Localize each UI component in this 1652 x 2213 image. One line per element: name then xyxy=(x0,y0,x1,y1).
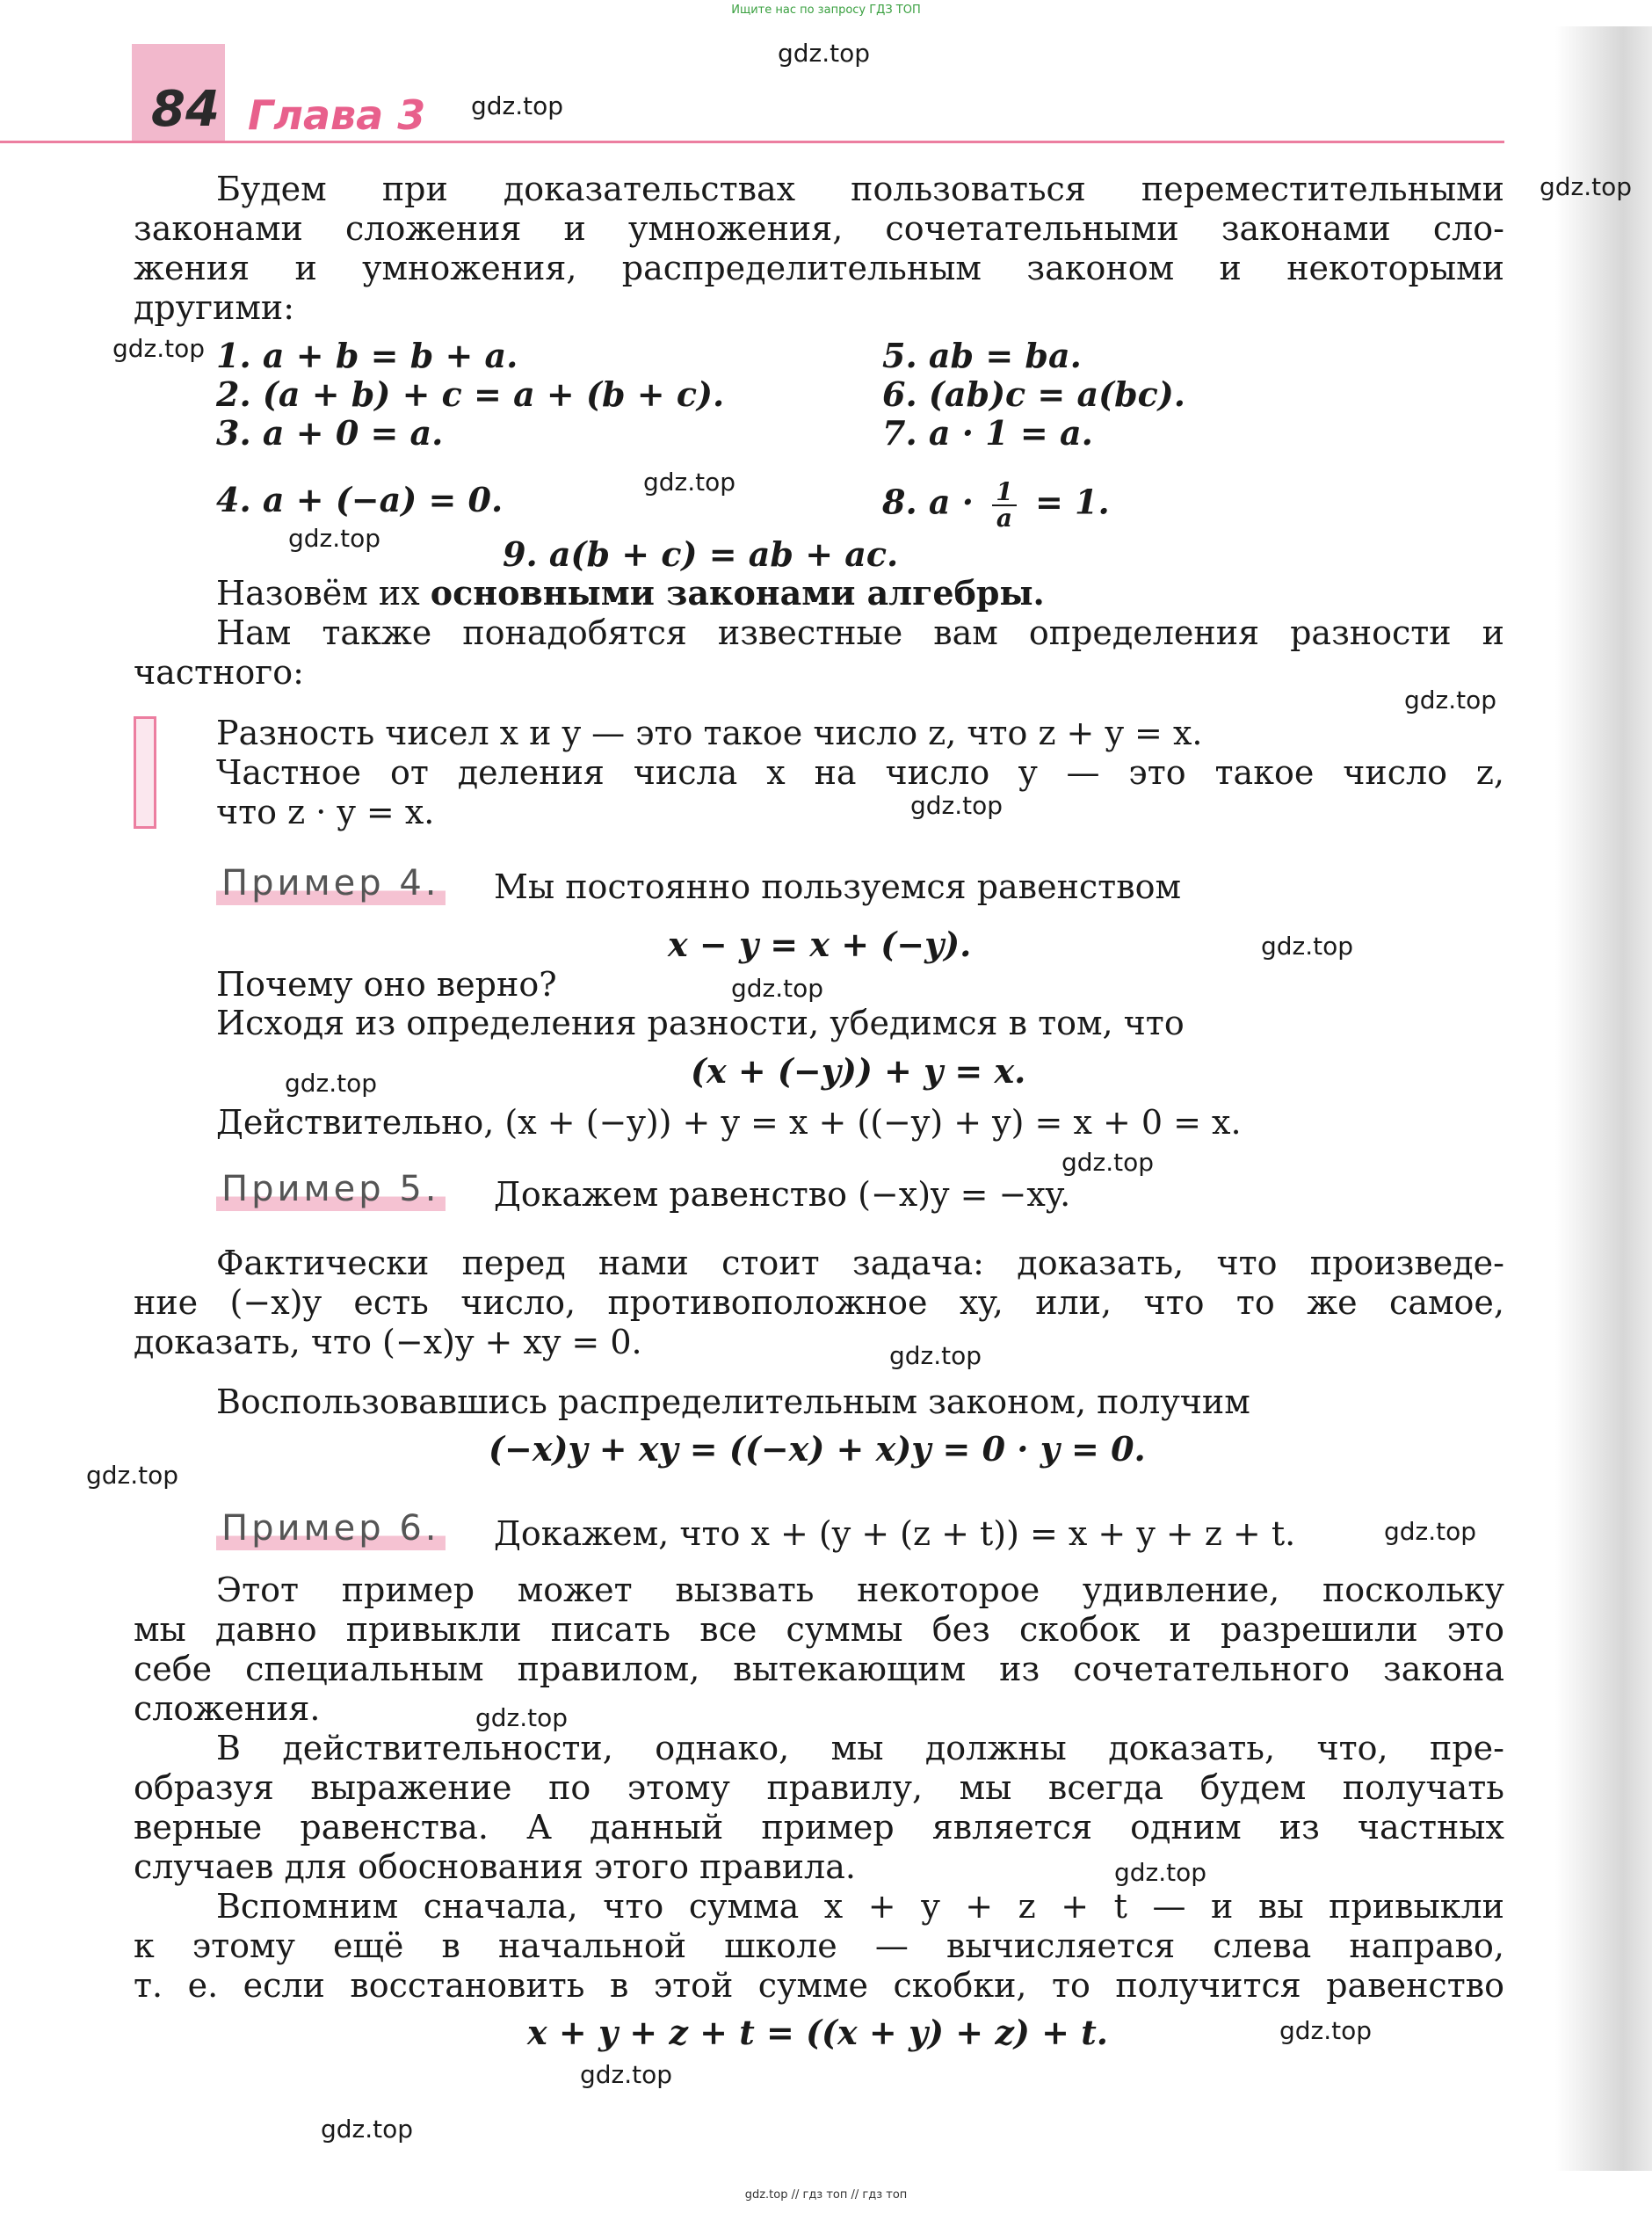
watermark: gdz.top xyxy=(910,791,1004,820)
paragraph-line: к этому ещё в начальной школе — вычисляется слева направо, xyxy=(134,1926,1504,1965)
watermark: gdz.top xyxy=(778,39,871,68)
paragraph-line: Будем при доказательствах пользоваться переместительными xyxy=(216,170,1504,208)
watermark: gdz.top xyxy=(1061,1148,1155,1177)
watermark: gdz.top xyxy=(112,334,206,363)
paragraph-line: Нам также понадобятся известные вам определения разности и xyxy=(216,613,1504,652)
paragraph-line: верные равенства. А данный пример является одним из частных xyxy=(134,1808,1504,1847)
paragraph-line: образуя выражение по этому правилу, мы всегда будем получать xyxy=(134,1768,1504,1807)
paragraph-line: доказать, что (−x)y + xy = 0. xyxy=(134,1323,642,1361)
example-4-formula-2: (x + (−y)) + y = x. xyxy=(691,1051,1026,1091)
paragraph-line: Вспомним сначала, что сумма x + y + z + t — и вы привыкли xyxy=(216,1887,1504,1926)
watermark: gdz.top xyxy=(1384,1517,1477,1546)
watermark: gdz.top xyxy=(643,468,736,497)
law-7: 7. a · 1 = a. xyxy=(882,413,1093,453)
top-banner: Ищите нас по запросу ГДЗ ТОП xyxy=(731,4,921,17)
paragraph-line: Фактически перед нами стоит задача: доказать, что произведе- xyxy=(216,1244,1504,1282)
header-rule xyxy=(0,141,1504,143)
example-6-text: Докажем, что x + (y + (z + t)) = x + y + z + t. xyxy=(494,1514,1296,1553)
definition-quotient-end: что z · y = x. xyxy=(216,793,435,831)
paragraph-line: В действительности, однако, мы должны доказать, что, пре- xyxy=(216,1729,1504,1767)
watermark: gdz.top xyxy=(1540,172,1633,201)
law-2: 2. (a + b) + c = a + (b + c). xyxy=(216,374,725,414)
watermark: gdz.top xyxy=(731,974,824,1003)
example-6-label: Пример 6. xyxy=(216,1508,446,1550)
watermark: gdz.top xyxy=(580,2060,673,2089)
paragraph-line: Этот пример может вызвать некоторое удивление, поскольку xyxy=(216,1571,1504,1609)
page-edge-shadow xyxy=(1555,26,1652,2171)
paragraph-line: частного: xyxy=(134,653,304,692)
watermark: gdz.top xyxy=(475,1703,569,1732)
example-4-line-3: Действительно, (x + (−y)) + y = x + ((−y) + y) = x + 0 = x. xyxy=(216,1103,1242,1142)
law-4: 4. a + (−a) = 0. xyxy=(216,480,504,519)
watermark: gdz.top xyxy=(471,91,564,120)
law-8-suffix: = 1. xyxy=(1034,482,1110,522)
paragraph-line: т. е. если восстановить в этой сумме скобки, то получится равенство xyxy=(134,1966,1504,2005)
law-1: 1. a + b = b + a. xyxy=(216,336,518,375)
fraction-numerator: 1 xyxy=(992,480,1016,506)
paragraph-line: ние (−x)y есть число, противоположное xy, или, что то же самое, xyxy=(134,1283,1504,1322)
watermark: gdz.top xyxy=(285,1069,378,1098)
example-4-question: Почему оно верно? xyxy=(216,965,557,1004)
example-5-label: Пример 5. xyxy=(216,1169,446,1211)
definition-difference: Разность чисел x и y — это такое число z, что z + y = x. xyxy=(216,714,1203,752)
basic-laws-prefix: Назовём их xyxy=(216,574,431,613)
law-9: 9. a(b + c) = ab + ac. xyxy=(503,534,899,574)
basic-laws-bold: основными законами алгебры. xyxy=(430,573,1045,613)
watermark: gdz.top xyxy=(1261,932,1354,961)
paragraph-line: случаев для обоснования этого правила. xyxy=(134,1847,856,1886)
page-number: 84 xyxy=(151,81,220,138)
paragraph-line: другими: xyxy=(134,288,295,327)
law-6: 6. (ab)c = a(bc). xyxy=(882,374,1186,414)
watermark: gdz.top xyxy=(321,2115,414,2144)
paragraph-line: жения и умножения, распределительным законом и некоторыми xyxy=(134,249,1504,287)
paragraph-line: законами сложения и умножения, сочетательными законами сло- xyxy=(134,209,1504,248)
watermark: gdz.top xyxy=(86,1461,179,1490)
basic-laws-line xyxy=(216,573,1045,613)
watermark: gdz.top xyxy=(1114,1858,1207,1887)
paragraph-line: мы давно привыкли писать все суммы без скобок и разрешили это xyxy=(134,1610,1504,1649)
example-4-label: Пример 4. xyxy=(216,863,446,905)
watermark: gdz.top xyxy=(1279,2016,1373,2045)
example-4-text: Мы постоянно пользуемся равенством xyxy=(494,867,1182,906)
paragraph-line: Воспользовавшись распределительным законом, получим xyxy=(216,1382,1250,1421)
bottom-banner: gdz.top // гдз топ // гдз топ xyxy=(744,2188,908,2202)
example-4-line-2: Исходя из определения разности, убедимся в том, что xyxy=(216,1004,1185,1042)
watermark: gdz.top xyxy=(1404,686,1497,715)
law-5: 5. ab = ba. xyxy=(882,336,1082,375)
definition-marker xyxy=(134,716,156,829)
paragraph-line: себе специальным правилом, вытекающим из сочетательного закона xyxy=(134,1650,1504,1688)
definition-quotient: Частное от деления числа x на число y — это такое число z, xyxy=(216,753,1504,792)
watermark: gdz.top xyxy=(288,524,381,553)
watermark: gdz.top xyxy=(889,1341,982,1370)
fraction-denominator: a xyxy=(996,504,1013,533)
law-3: 3. a + 0 = a. xyxy=(216,413,444,453)
example-5-text: Докажем равенство (−x)y = −xy. xyxy=(494,1175,1071,1214)
example-4-formula-1: x − y = x + (−y). xyxy=(668,925,972,964)
example-5-formula: (−x)y + xy = ((−x) + x)y = 0 · y = 0. xyxy=(489,1429,1146,1469)
law-8 xyxy=(882,477,1110,533)
fraction xyxy=(992,477,1016,533)
law-8-prefix: 8. a · xyxy=(882,482,974,522)
paragraph-line: сложения. xyxy=(134,1689,321,1728)
example-6-formula: x + y + z + t = ((x + y) + z) + t. xyxy=(527,2013,1108,2052)
chapter-title: Глава 3 xyxy=(248,91,426,139)
